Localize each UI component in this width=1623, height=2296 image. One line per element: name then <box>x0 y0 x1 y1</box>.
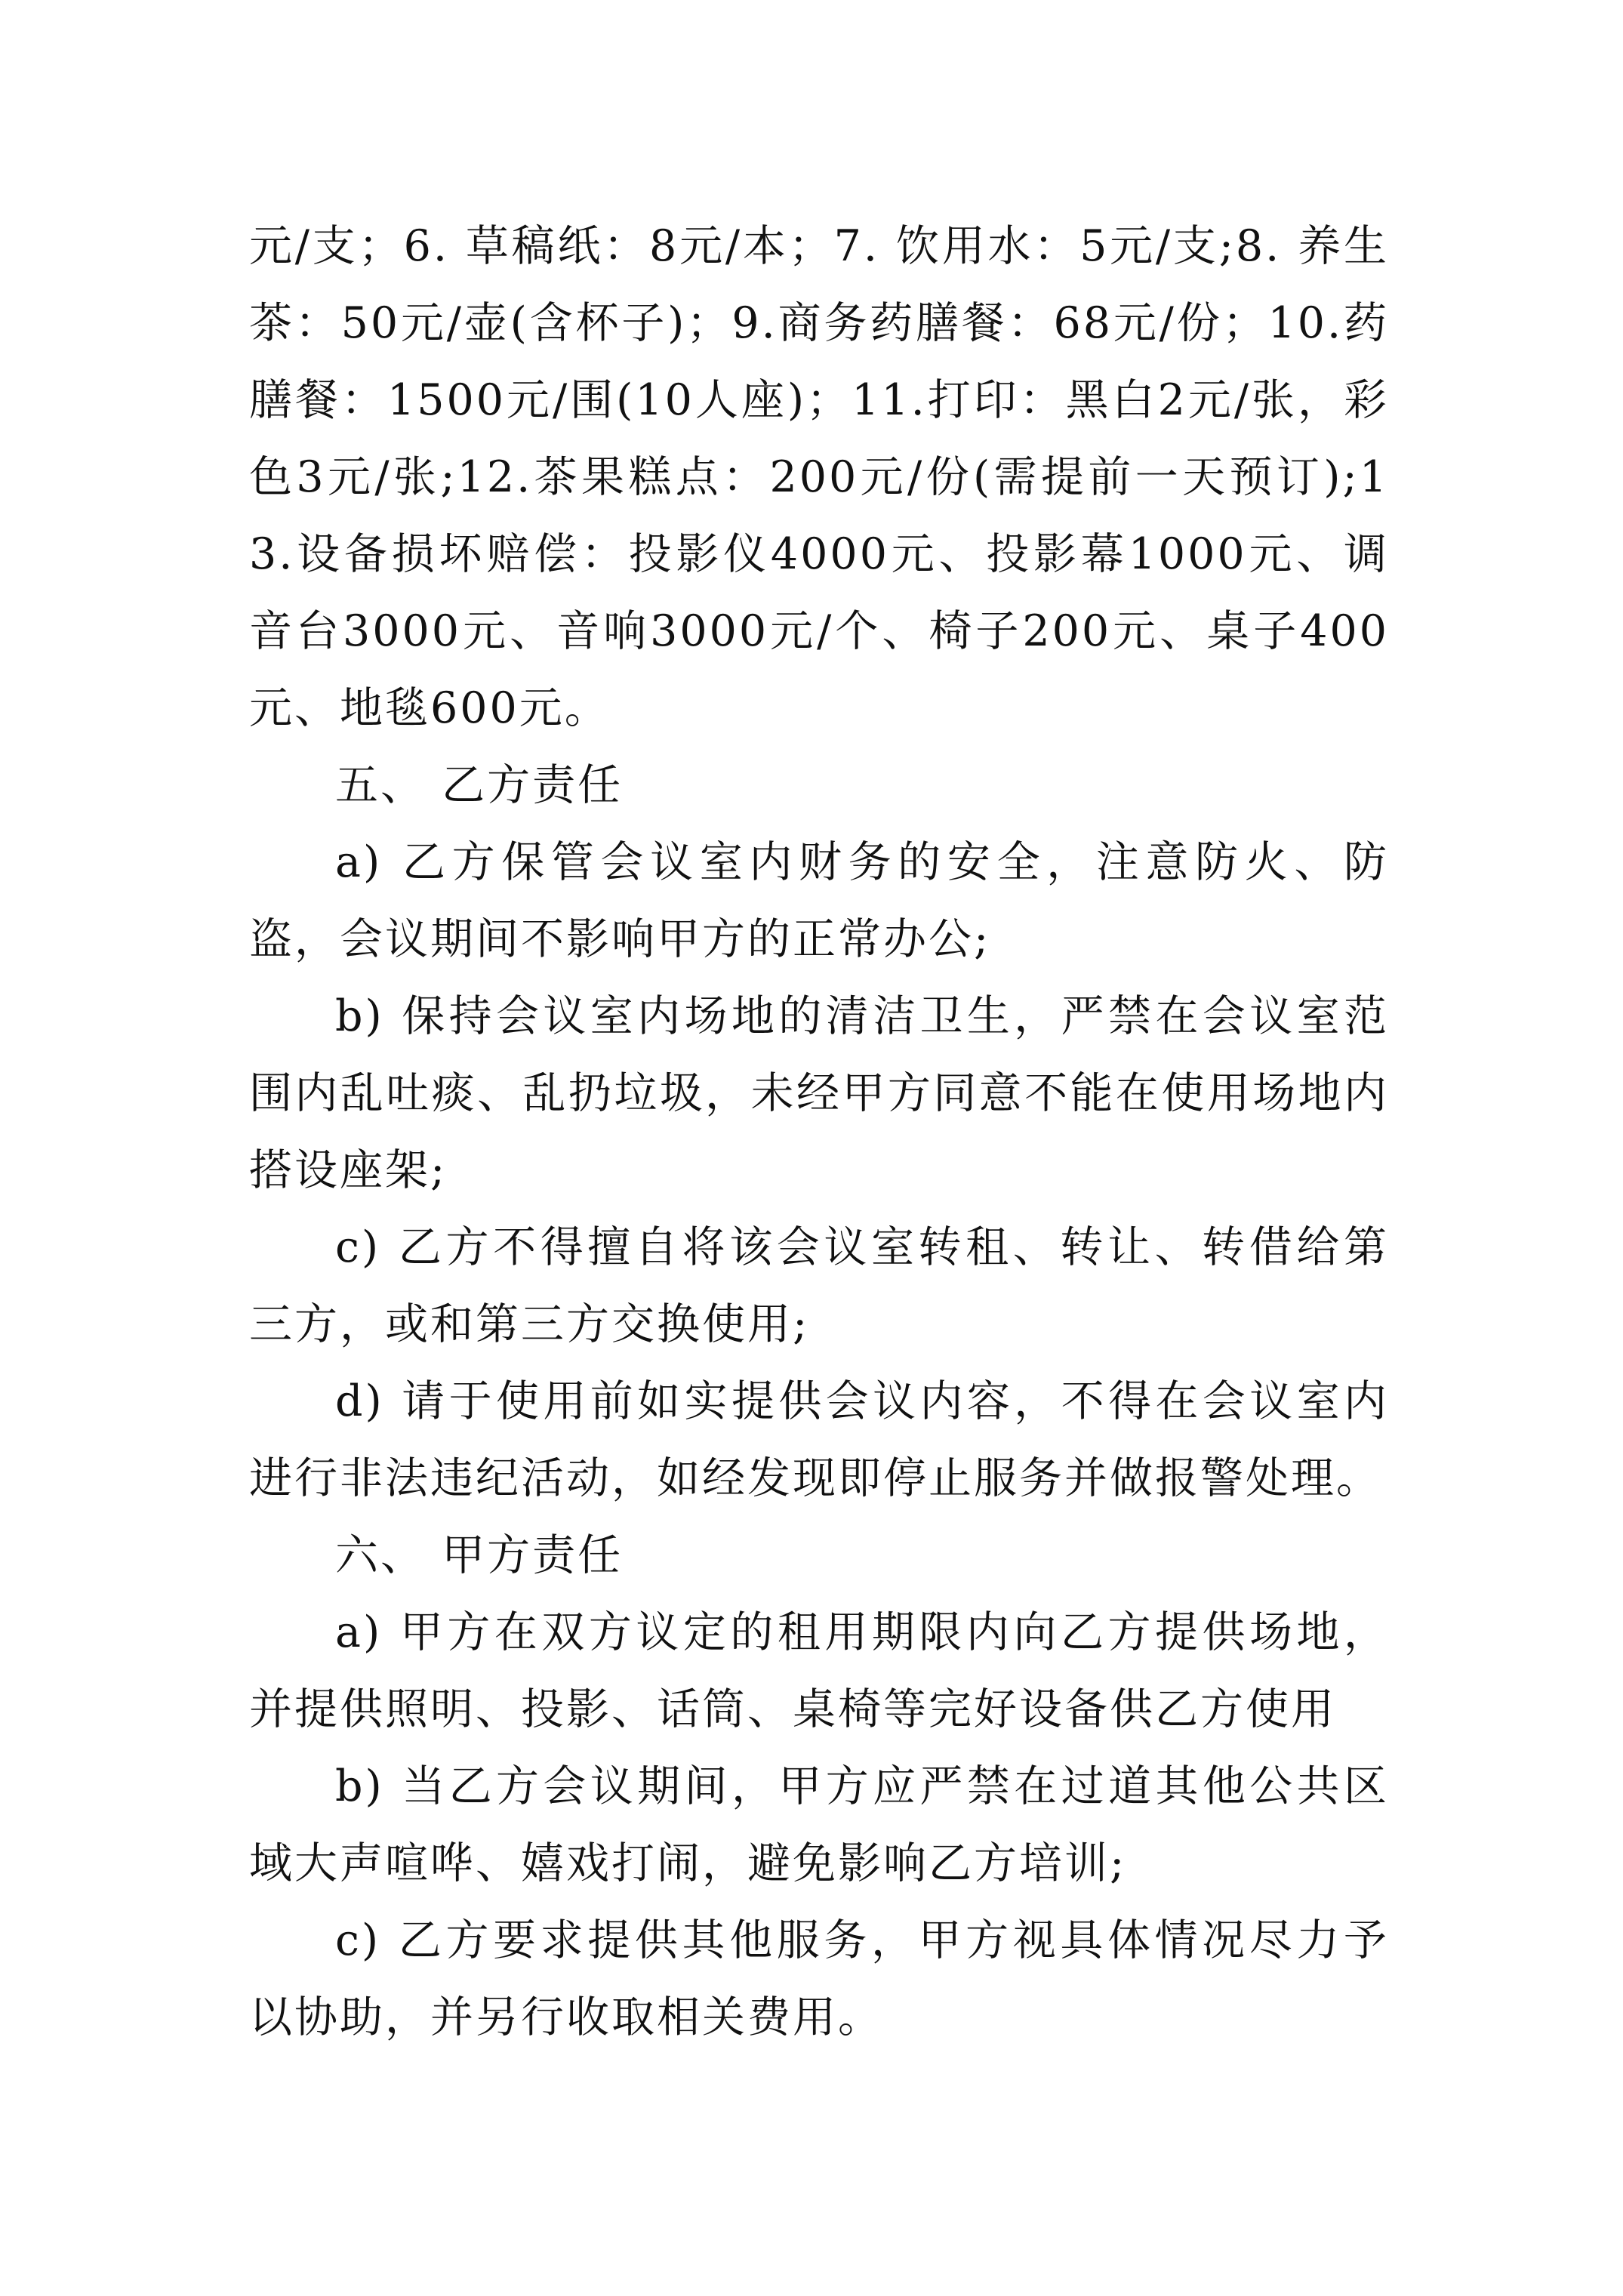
paragraph-section-5-b: b) 保持会议室内场地的清洁卫生，严禁在会议室范围内乱吐痰、乱扔垃圾，未经甲方同意不能在使用场地内搭设座架; <box>249 991 1389 1195</box>
paragraph-section-6-c: c) 乙方要求提供其他服务，甲方视具体情况尽力予以协助，并另行收取相关费用。 <box>249 1915 1389 2042</box>
paragraph-section-5-d: d) 请于使用前如实提供会议内容，不得在会议室内进行非法违纪活动，如经发现即停止服务并做报警处理。 <box>249 1376 1389 1503</box>
paragraph-section-5-a: a) 乙方保管会议室内财务的安全，注意防火、防盗，会议期间不影响甲方的正常办公; <box>249 837 1389 964</box>
paragraph-section-5-c: c) 乙方不得擅自将该会议室转租、转让、转借给第三方，或和第三方交换使用; <box>249 1222 1389 1349</box>
section-5-heading: 五、 乙方责任 <box>335 760 624 810</box>
paragraph-section-6-a: a) 甲方在双方议定的租用期限内向乙方提供场地，并提供照明、投影、话筒、桌椅等完好设备供乙方使用 <box>249 1607 1389 1734</box>
paragraph-section-6-b: b) 当乙方会议期间，甲方应严禁在过道其他公共区域大声喧哗、嬉戏打闹，避免影响乙方培训; <box>249 1761 1389 1888</box>
paragraph-fees-continued: 元/支；6. 草稿纸：8元/本；7. 饮用水：5元/支;8. 养生茶：50元/壶(含杯子)；9.商务药膳餐：68元/份；10.药膳餐：1500元/围(10人座)；11.打印：黑白2元/张，彩色3元/张;12.茶果糕点：200元/份(需提前一天预订);13.设备损坏赔偿：投影仪4000元、投影幕1000元、调音台3000元、音响3000元/个、椅子200元、桌子400元、地毯600元。 <box>249 221 1389 733</box>
document-body <box>249 208 1389 2056</box>
section-6-heading: 六、 甲方责任 <box>335 1530 624 1580</box>
